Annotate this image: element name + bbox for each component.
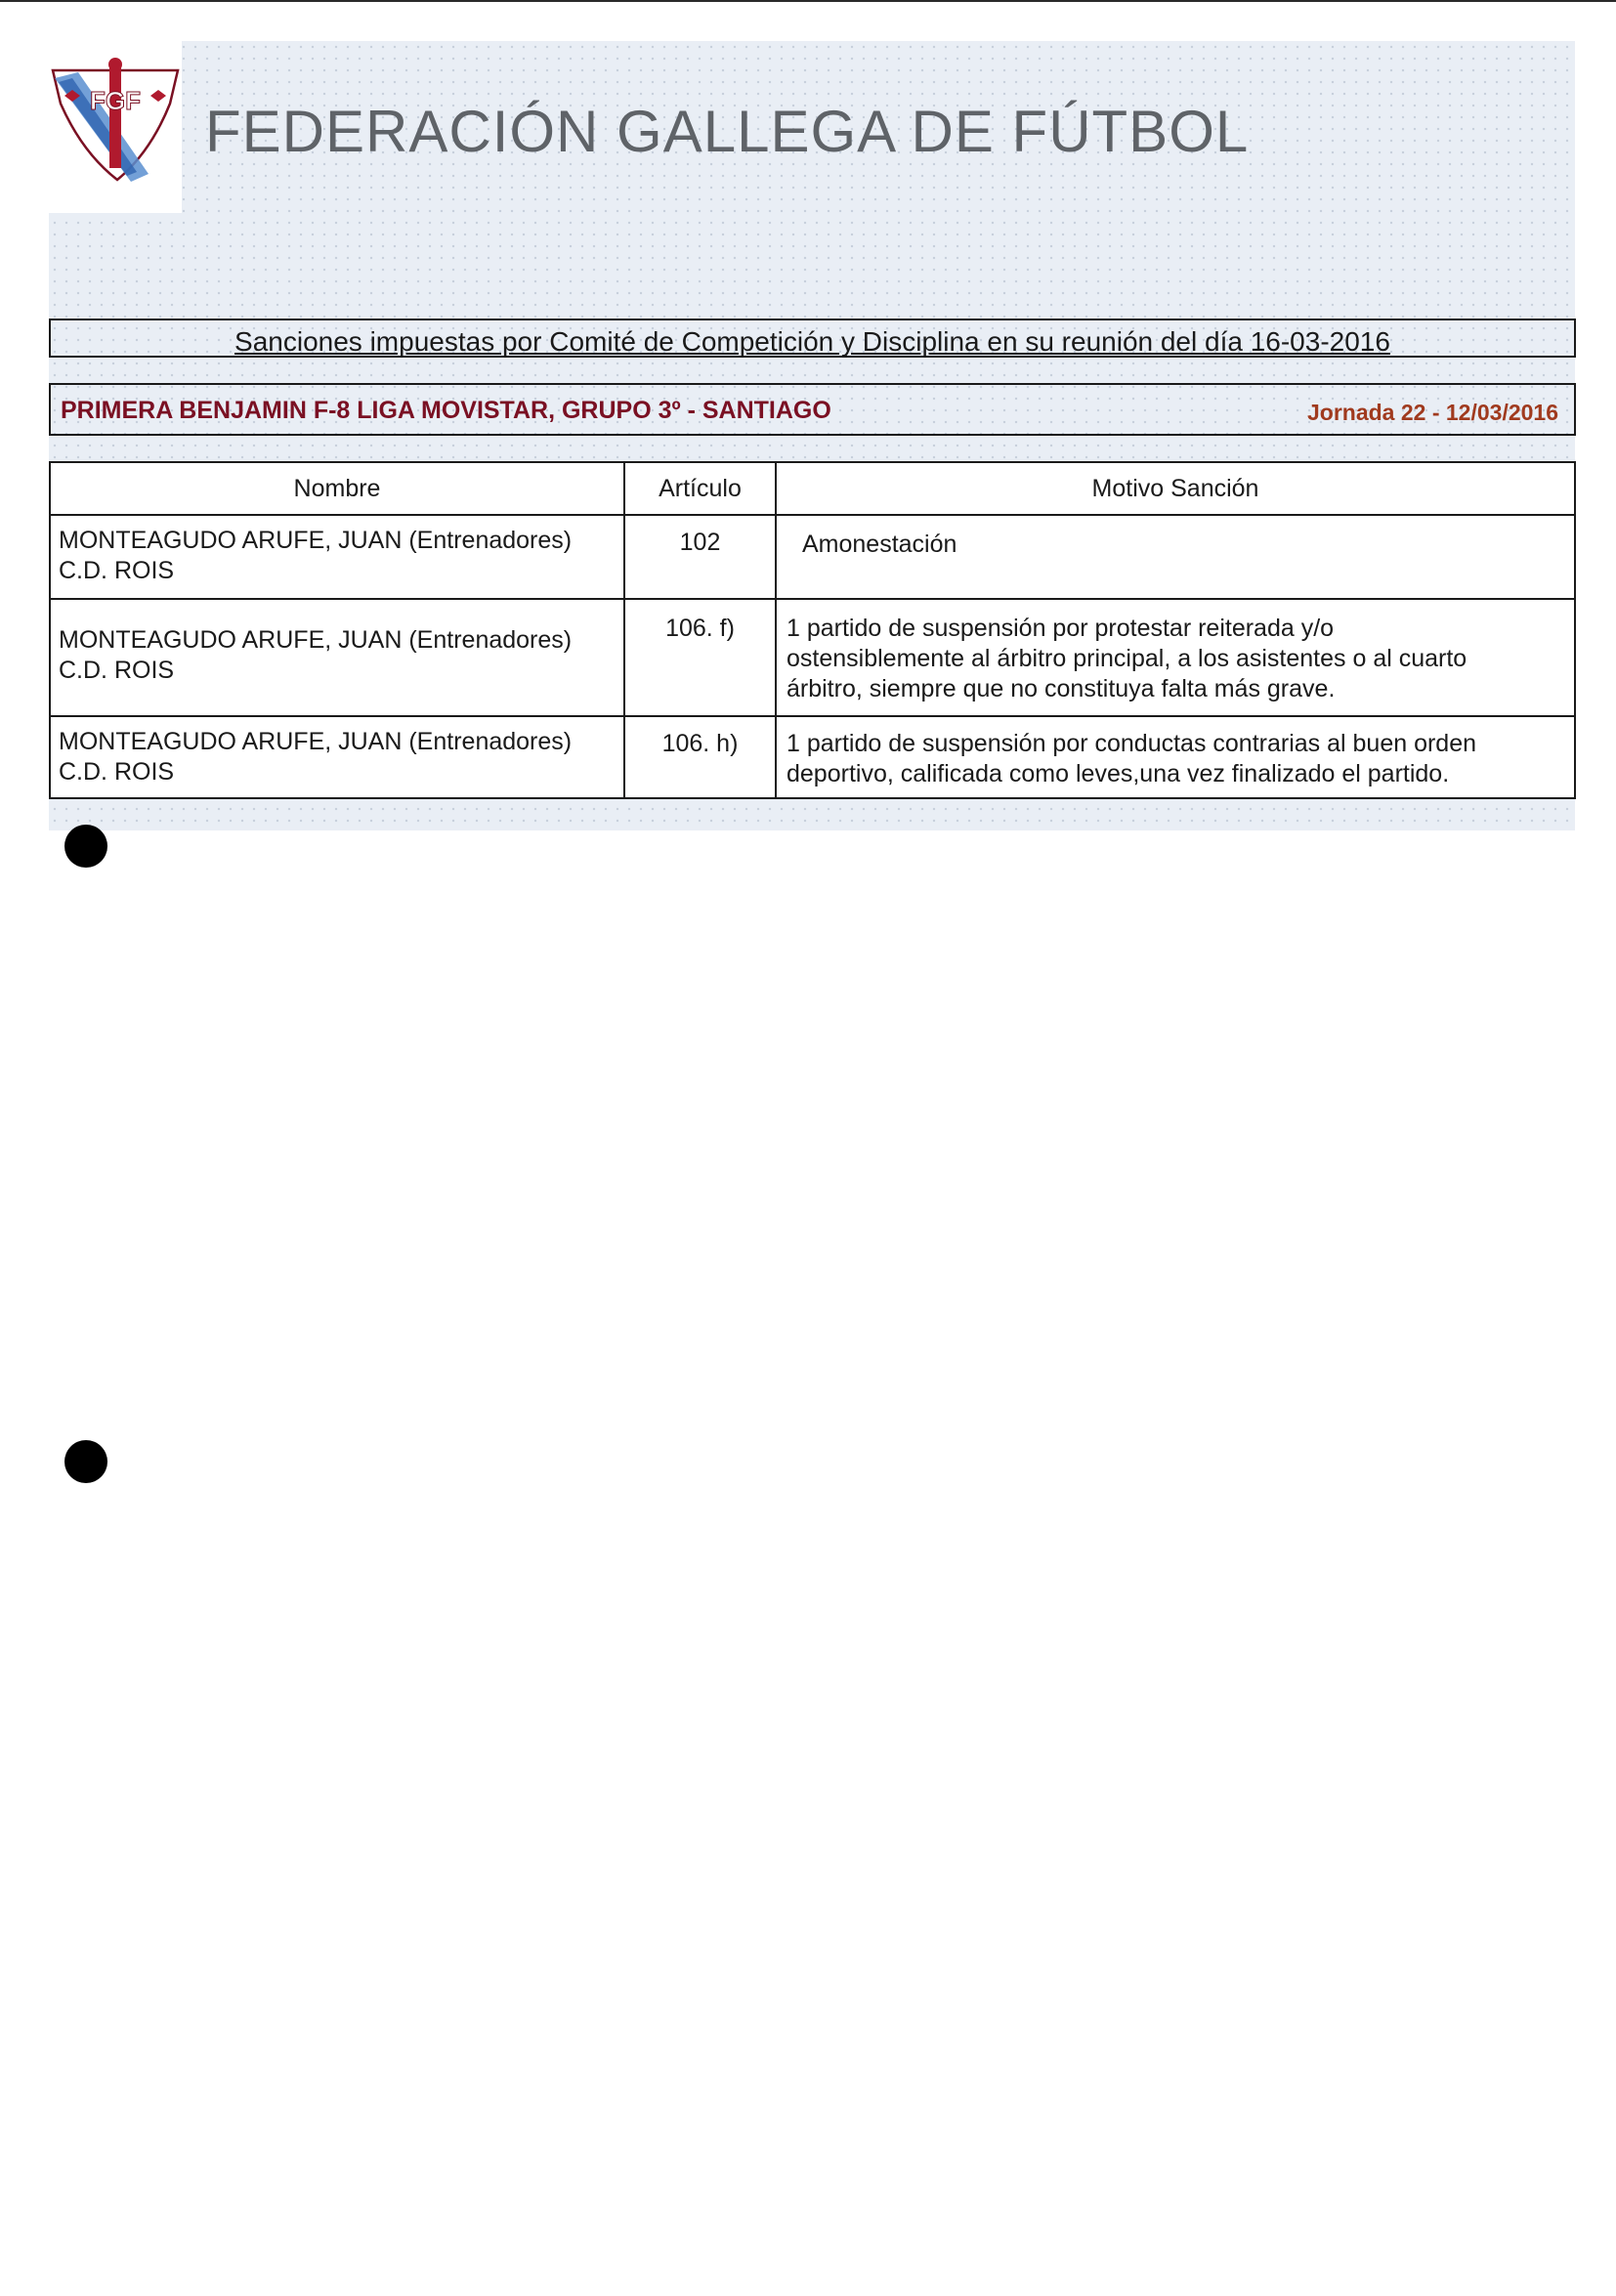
motivo-line: Amonestación: [802, 531, 957, 558]
motivo-line: deportivo, calificada como leves,una vez finalizado el partido.: [787, 760, 1450, 787]
club-name: C.D. ROIS: [59, 758, 175, 786]
table-row: [50, 599, 1575, 716]
competition-name: PRIMERA BENJAMIN F-8 LIGA MOVISTAR, GRUPO 3º - SANTIAGO: [61, 397, 831, 424]
person-name: MONTEAGUDO ARUFE, JUAN (Entrenadores): [59, 626, 573, 654]
header-articulo: Artículo: [624, 462, 776, 515]
motivo-cell: [776, 515, 1575, 599]
jornada-label: Jornada 22 - 12/03/2016: [1307, 400, 1558, 425]
header-nombre: Nombre: [50, 462, 624, 515]
motivo-line: 1 partido de suspensión por protestar reiterada y/o: [787, 615, 1335, 642]
nombre-cell: [50, 515, 624, 599]
articulo-cell: 106. h): [624, 716, 776, 798]
motivo-line: ostensiblemente al árbitro principal, a los asistentes o al cuarto: [787, 645, 1467, 672]
sanctions-table: [49, 461, 1576, 799]
motivo-line: árbitro, siempre que no constituya falta más grave.: [787, 675, 1336, 702]
federation-logo: [49, 57, 182, 186]
articulo-cell: 106. f): [624, 599, 776, 716]
top-border-line: [0, 0, 1616, 2]
motivo-line: 1 partido de suspensión por conductas contrarias al buen orden: [787, 730, 1477, 757]
table-header-row: [50, 462, 1575, 515]
sanctions-title: Sanciones impuestas por Comité de Competición y Disciplina en su reunión del día 16-03-2016: [234, 326, 1390, 357]
competition-header: [49, 383, 1576, 436]
motivo-cell: [776, 716, 1575, 798]
punch-hole: [64, 1440, 107, 1483]
table-row: [50, 716, 1575, 798]
sanctions-title-box: [49, 319, 1576, 358]
motivo-cell: [776, 599, 1575, 716]
logo-lettering: FGF: [90, 86, 141, 115]
nombre-cell: [50, 716, 624, 798]
header-motivo: Motivo Sanción: [776, 462, 1575, 515]
person-name: MONTEAGUDO ARUFE, JUAN (Entrenadores): [59, 527, 573, 554]
punch-hole: [64, 825, 107, 868]
club-name: C.D. ROIS: [59, 657, 175, 684]
club-name: C.D. ROIS: [59, 557, 175, 584]
person-name: MONTEAGUDO ARUFE, JUAN (Entrenadores): [59, 728, 573, 755]
federation-title: FEDERACIÓN GALLEGA DE FÚTBOL: [205, 99, 1250, 164]
nombre-cell: [50, 599, 624, 716]
articulo-cell: 102: [624, 515, 776, 599]
table-row: [50, 515, 1575, 599]
